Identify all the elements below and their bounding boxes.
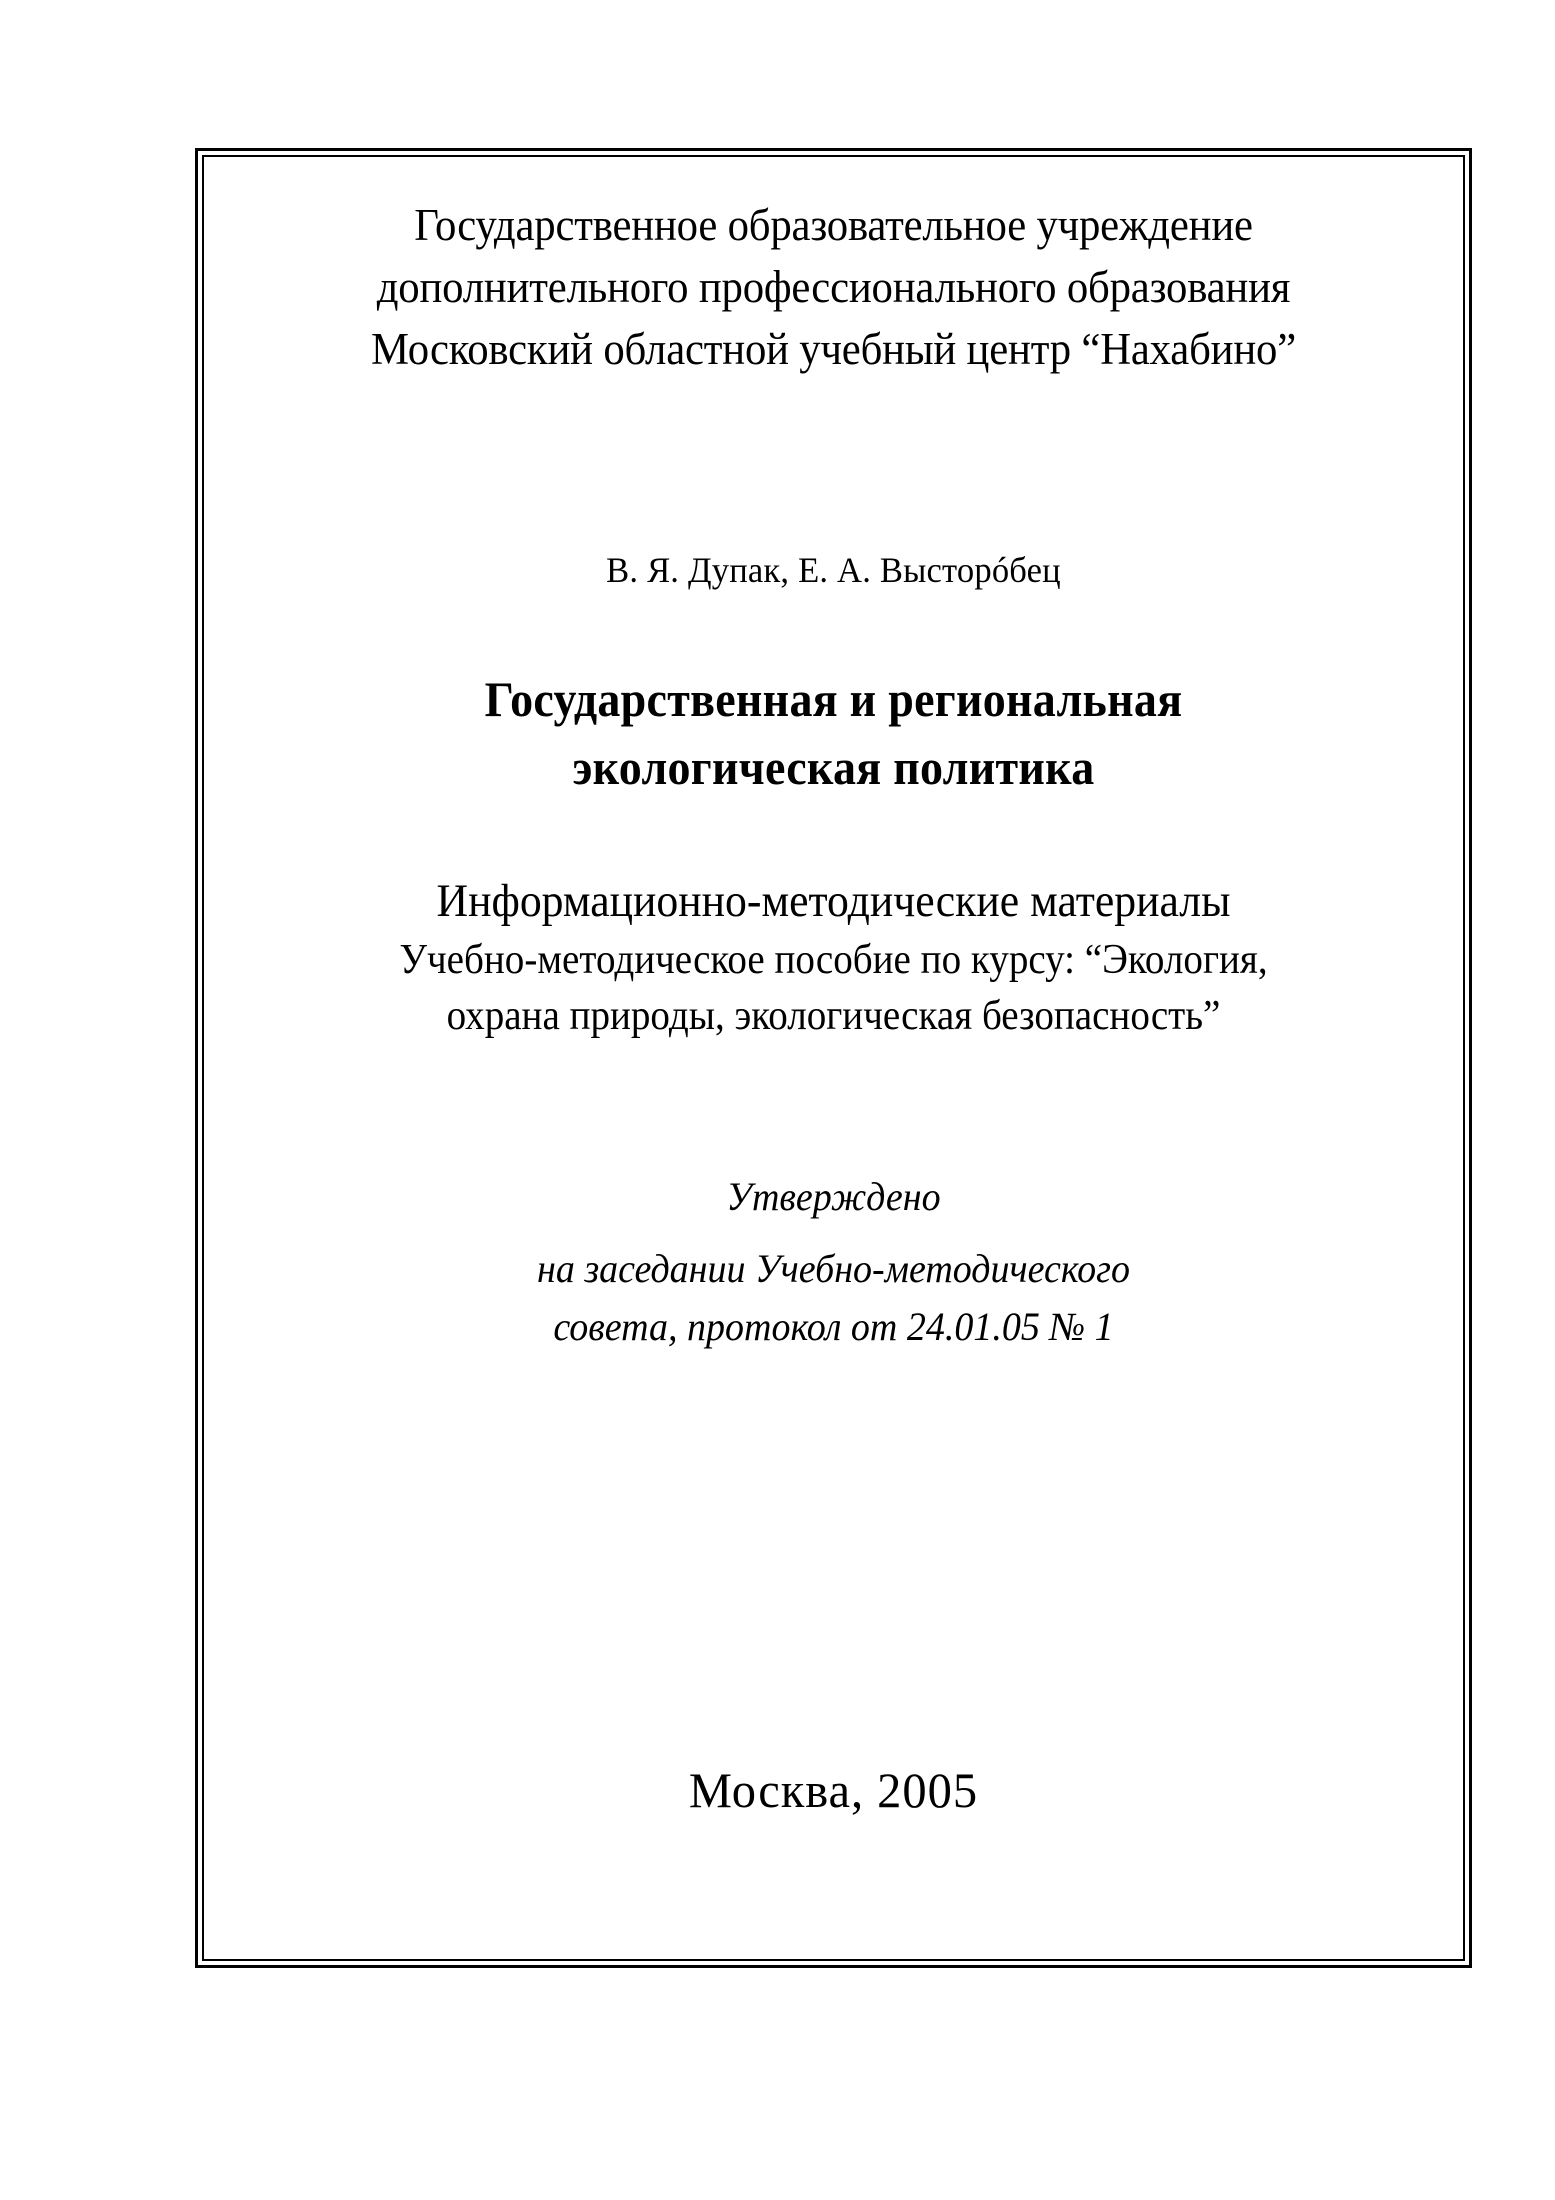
approval-line-2: на заседании Учебно-методического bbox=[536, 1246, 1131, 1291]
approval-spacer bbox=[215, 1226, 1452, 1240]
approval-line-1: Утверждено bbox=[726, 1174, 941, 1219]
title-page-content bbox=[215, 168, 1452, 1948]
approval-block bbox=[215, 1168, 1452, 1356]
subtitle-line-2: охрана природы, экологическая безопасность” bbox=[446, 993, 1221, 1039]
authors-line: В. Я. Дупак, Е. А. Высторóбец bbox=[606, 550, 1061, 590]
document-title bbox=[215, 665, 1452, 801]
approval-line-3: совета, протокол от 24.01.05 № 1 bbox=[553, 1304, 1114, 1349]
institution-line-3: Московский областной учебный центр “Нахабино” bbox=[370, 324, 1296, 374]
subtitle-line-1: Учебно-методическое пособие по курсу: “Экология, bbox=[399, 937, 1268, 983]
subtitle-block bbox=[215, 870, 1452, 1044]
document-title-line-2: экологическая политика bbox=[572, 739, 1095, 795]
imprint-place-year: Москва, 2005 bbox=[688, 1762, 979, 1818]
institution-line-2: дополнительного профессионального образования bbox=[376, 262, 1291, 312]
subtitle-lead: Информационно-методические материалы bbox=[436, 875, 1231, 927]
document-title-line-1: Государственная и региональная bbox=[484, 671, 1183, 727]
institution-line-1: Государственное образовательное учреждение bbox=[414, 200, 1253, 250]
institution-header bbox=[215, 194, 1452, 380]
